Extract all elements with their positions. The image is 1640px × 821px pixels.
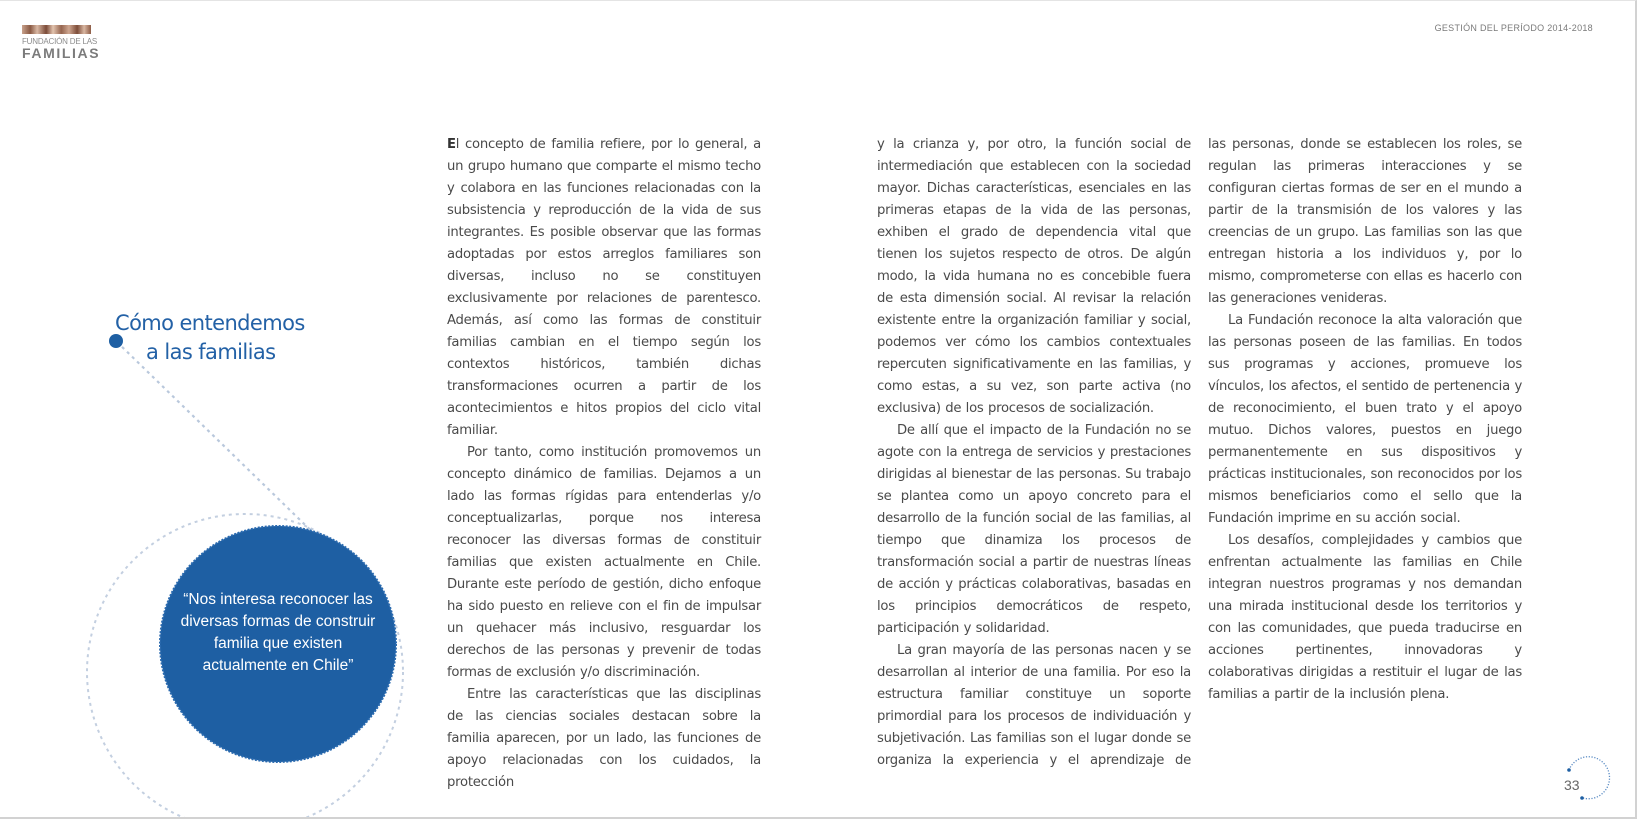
page-number: 33 bbox=[1564, 777, 1580, 793]
paragraph: De allí que el impacto de la Fundación no se agote con la entrega de servicios y prestaciones dirigidas al bienestar de las personas. Su trabajo se plantea como un apoyo concreto para el desarrollo de la función social de las familias, al tiempo que dinamiza los procesos de transformación social a partir de nuestras líneas de acción y prácticas colaborativas, basadas en los principios democráticos de respeto, participación y solidaridad. bbox=[877, 423, 1191, 636]
section-title bbox=[115, 309, 305, 367]
text-column-3 bbox=[1208, 134, 1522, 706]
drop-initial: E bbox=[447, 137, 456, 152]
logo-big-text: FAMILIAS bbox=[22, 45, 101, 61]
paragraph: La gran mayoría de las personas nacen y se desarrollan al interior de una familia. Por eso la estructura familiar constituye un soporte primordial para los procesos de individuación y subjetivación. Las familias son el lugar donde se organiza la experiencia y el aprendizaje de bbox=[877, 643, 1191, 768]
page-arc-dot-icon bbox=[1567, 768, 1571, 772]
paragraph: Entre las características que las disciplinas de las ciencias sociales destacan sobre la familia aparecen, por un lado, las funciones de apoyo relacionadas con los cuidados, la protección bbox=[447, 687, 761, 790]
pull-quote: “Nos interesa reconocer las diversas formas de construir familia que existen actualmente en Chile” bbox=[180, 591, 376, 674]
paragraph: y la crianza y, por otro, la función social de intermediación que establecen con la sociedad mayor. Dichas características, esenciales en las primeras etapas de la vida de las personas, exhiben el grado de dependencia vital que tienen los sujetos respecto de otros. De algún modo, la vida humana no es concebible fuera de esta dimensión social. Al revisar la relación existente entre la organización familiar y social, podemos ver cómo los cambios contextuales repercuten significativamente en las familias, y como estas, a su vez, son parte activa (no exclusiva) de los procesos de socialización. bbox=[877, 137, 1191, 416]
paragraph-text: l concepto de familia refiere, por lo general, a un grupo humano que comparte el mismo techo y colabora en las funciones relacionadas con la subsistencia y reproducción de la vida de sus integrantes. Es posible observar que las formas adoptadas por estos arreglos familiares son diversas, incluso no se constituyen exclusivamente por relaciones de parentesco. Además, así como las formas de constituir familias cambian en el tiempo según los contextos históricos, también dichas transformaciones ocurren a partir de los acontecimientos e hitos propios del ciclo vital familiar. bbox=[447, 137, 761, 438]
paragraph: las personas, donde se establecen los roles, se regulan las primeras interacciones y se configuran ciertas formas de ser en el mundo a partir de la transmisión de los valores y las creencias de un grupo. Las familias son las que entregan historia a los individuos y, por lo mismo, comprometerse con ellas es hacerlo con las generaciones venideras. bbox=[1208, 137, 1522, 306]
section-title-line1: Cómo entendemos bbox=[115, 311, 305, 335]
paragraph: Por tanto, como institución promovemos un concepto dinámico de familias. Dejamos a un lado las formas rígidas para entenderlas y/o conceptualizarlas, porque nos interesa reconocer las diversas formas de constituir familias que existen actualmente en Chile. Durante este período de gestión, dicho enfoque ha sido puesto en relieve con el fin de impulsar un quehacer más inclusivo, resguardar los derechos de las personas y prevenir de todas formas de exclusión y/o discriminación. bbox=[447, 445, 761, 680]
page-arc-dot-icon bbox=[1580, 796, 1584, 800]
paragraph bbox=[447, 134, 761, 442]
section-title-line2: a las familias bbox=[146, 340, 276, 364]
paragraph: La Fundación reconoce la alta valoración que las personas poseen de las familias. En todos sus programas y acciones, promueve los vínculos, los afectos, el sentido de pertenencia y de reconocimiento, el buen trato y el apoyo mutuo. Dichos valores, puestos en juego permanentemente en sus dispositivos y prácticas institucionales, son reconocidos por los mismos beneficiarios como el sello que la Fundación imprime en su acción social. bbox=[1208, 313, 1522, 526]
paragraph: Los desafíos, complejidades y cambios que enfrentan actualmente las familias en Chile integran nuestros programas y nos demandan una mirada institucional desde los territorios y con las comunidades, que pueda traducirse en acciones pertinentes, innovadoras y colaborativas dirigidas a restituir el lugar de las familias a partir de la inclusión plena. bbox=[1208, 533, 1522, 702]
text-column-1 bbox=[447, 134, 761, 794]
logo-small-text: FUNDACIÓN DE LAS bbox=[22, 37, 98, 46]
header-title: GESTIÓN DEL PERÍODO 2014-2018 bbox=[1434, 23, 1593, 33]
text-column-2 bbox=[877, 134, 1191, 772]
